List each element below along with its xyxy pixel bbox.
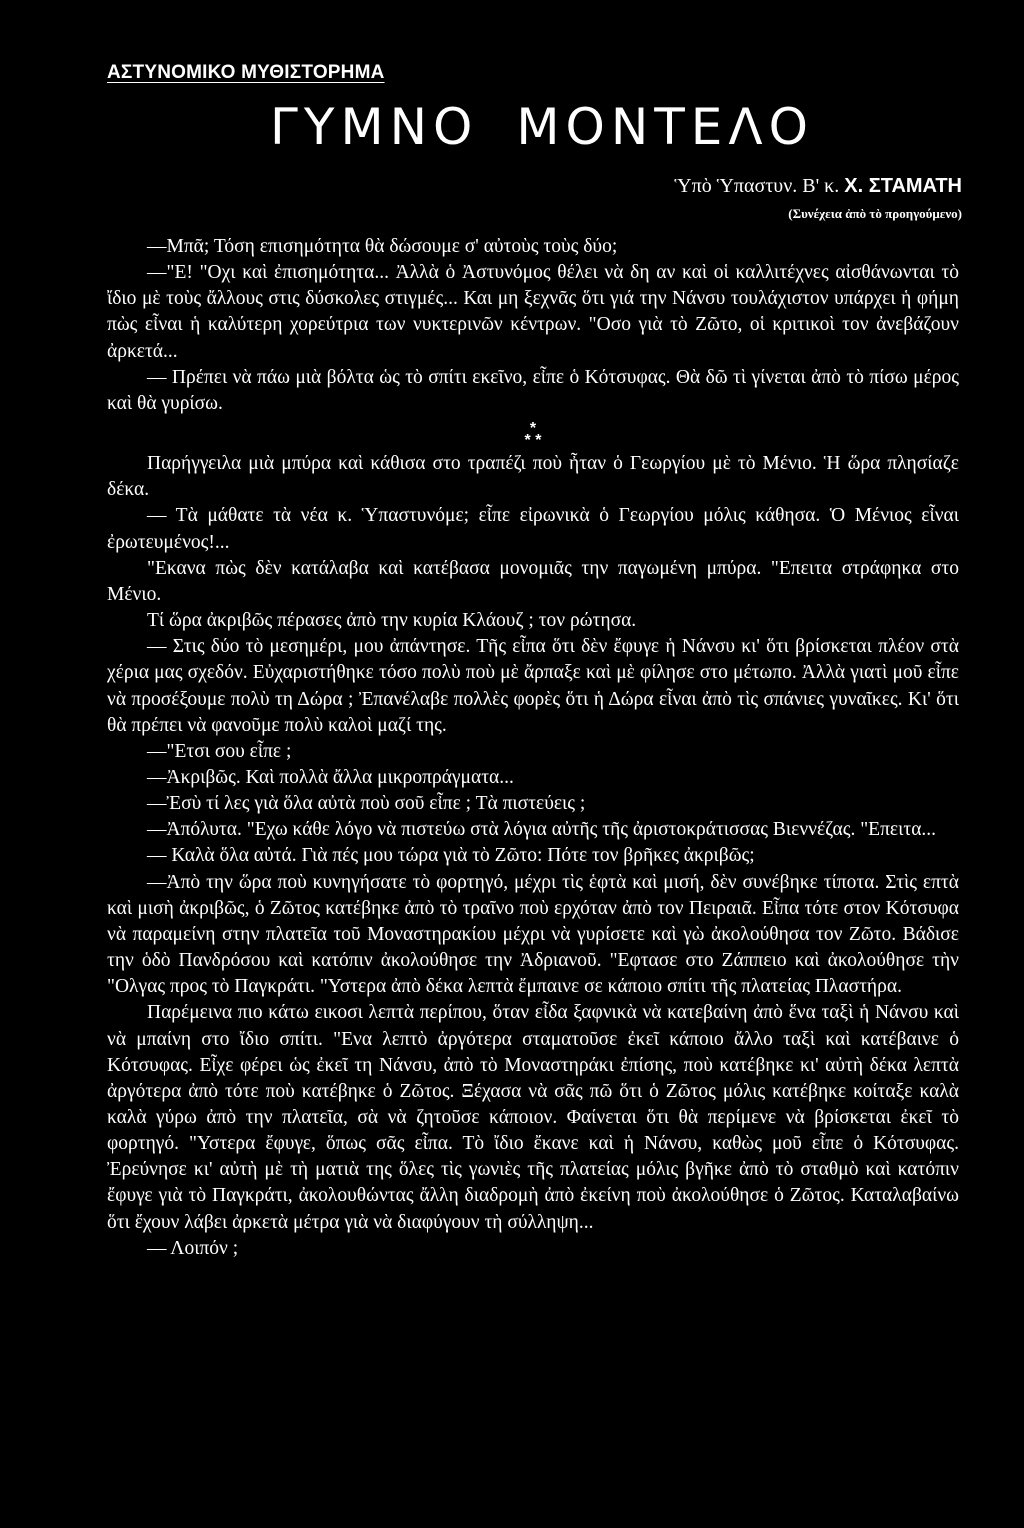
byline-author: Χ. ΣΤΑΜΑΤΗ xyxy=(844,175,962,197)
paragraph: —Μπᾶ; Τόση επισημότητα θὰ δώσουμε σ' αὐτοὺς τοὺς δύο; xyxy=(147,236,618,257)
body-part-2 xyxy=(107,451,959,1262)
continued-note: (Συνέχεια ἀπὸ τὸ προηγούμενο) xyxy=(788,206,962,221)
paragraph: —Ἀπὸ την ὥρα ποὺ κυνηγήσατε τὸ φορτηγό, μέχρι τὶς ἑφτὰ καὶ μισή, δὲν συνέβηκε τίποτα. Στὶς επτὰ καὶ μισὴ ἀκριβῶς, ὁ Ζῶτος κατέβηκε ἀπὸ τὸ τραῖνο ποὺ ερχόταν ἀπὸ τον Πειραιᾶ. Εἶπα τότε στον Κότσυφα νὰ παραμείνη στην πλατεῖα τοῦ Μοναστηρακίου μέχρι νὰ γυρίσετε καὶ γὼ ἀκολούθησα τον Ζῶτο. Βάδισε την ὁδὸ Πανδρόσου καὶ κατόπιν ἀκολούθησε την Ἀδριανοῦ. "Εφτασε στο Ζάππειο καὶ ἀκολούθησε τὴν "Ολγας προς τὸ Παγκράτι. "Υστερα ἀπὸ δέκα λεπτὰ ἔμπαινε σε κάποιο σπίτι τῆς πλατείας Πλαστήρα. xyxy=(107,871,959,998)
paragraph: — Πρέπει νὰ πάω μιὰ βόλτα ὡς τὸ σπίτι εκεῖνο, εἶπε ὁ Κότσυφας. Θὰ δῶ τὶ γίνεται ἀπὸ τὸ πίσω μέρος καὶ θὰ γυρίσω. xyxy=(107,366,959,414)
paragraph: —Ἐσὺ τί λες γιὰ ὅλα αὐτὰ ποὺ σοῦ εἶπε ; Τὰ πιστεύεις ; xyxy=(147,793,586,815)
byline-prefix: Ὑπὸ Ὑπαστυν. Β' κ. xyxy=(674,175,840,197)
paragraph: —Ἀπόλυτα. "Εχω κάθε λόγο νὰ πιστεύω στὰ λόγια αὐτῆς τῆς ἀριστοκράτισσας Βιεννέζας. "Επειτα... xyxy=(147,819,937,841)
paragraph: —Ἀκριβῶς. Καὶ πολλὰ ἄλλα μικροπράγματα... xyxy=(147,766,514,788)
paragraph: Τί ὥρα ἀκριβῶς πέρασες ἀπὸ την κυρία Κλάουζ ; τον ρώτησα. xyxy=(147,610,637,632)
paragraph: Παρέμεινα πιο κάτω εικοσι λεπτὰ περίπου, ὅταν εἶδα ξαφνικὰ νὰ κατεβαίνη ἀπὸ ἕνα ταξὶ ἡ Νάνσυ καὶ νὰ μπαίνη στο ἴδιο σπίτι. "Ενα λεπτὸ ἀργότερα σταματοῦσε ἐκεῖ κάποιο ἄλλο ταξὶ καὶ κατέβαινε ὁ Κότσυφας. Εἶχε φέρει ὡς ἐκεῖ τη Νάνσυ, ἀπὸ τὸ Μοναστηράκι ἐπίσης, ποὺ κατέβηκε κι' αὐτὴ δέκα λεπτὰ ἀργότερα ἀπὸ τότε ποὺ κατέβηκε ὁ Ζῶτος. Ξέχασα νὰ σᾶς πῶ ὅτι ὁ Ζῶτος μόλις κατέβηκε κοίταξε καλὰ καλὰ γύρω ἀπὸ την πλατεῖα, σὰ νὰ ζητοῦσε κάποιον. Φαίνεται ὅτι θὰ περίμενε νὰ βρίσκεται ἐκεῖ τὸ φορτηγό. "Υστερα ἔφυγε, ὅπως σᾶς εἶπα. Τὸ ἴδιο ἔκανε καὶ ἡ Νάνσυ, καθὼς μοῦ εἶπε ὁ Κότσυφας. Ἐρεύνησε κι' αὐτὴ μὲ τὴ ματιὰ της ὅλες τὶς γωνιὲς τῆς πλατείας μόλις βγῆκε ἀπὸ τὸ σταθμὸ καὶ κατόπιν ἔφυγε γιὰ τὸ Παγκράτι, ἀκολουθώντας ἄλλη διαδρομὴ ἀπὸ ἐκείνη ποὺ ἀκολούθησε ὁ Ζῶτος. Καταλαβαίνω ὅτι ἔχουν λάβει ἀρκετὰ μέτρα γιὰ νὰ διαφύγουν τὴ σύλληψη... xyxy=(107,1002,959,1233)
paragraph: — Λοιπόν ; xyxy=(147,1237,239,1259)
section-separator xyxy=(107,417,959,451)
paragraph: —"Ε! "Οχι καὶ ἐπισημότητα... Ἀλλὰ ὁ Ἀστυνόμος θέλει νὰ δη αν καὶ οἱ καλλιτέχνες αἰσθάνωνται τὸ ἴδιο μὲ τοὺς ἄλλους στις δύσκολες στιγμές... Και μη ξεχνᾶς ὅτι γιά την Νάνσυ τουλάχιστον υπάρχει ἡ φήμη πὼς εἶναι ἡ καλύτερη χορεύτρια των νυκτερινῶν κέντρων. "Οσο γιὰ τὸ Ζῶτο, οἱ κριτικοὶ τον ἀνεβάζουν ἀρκετά... xyxy=(107,262,959,362)
story-body xyxy=(107,234,959,1262)
body-part-1 xyxy=(107,234,959,417)
separator-star-top: * xyxy=(529,420,537,438)
paragraph: "Εκανα πὼς δὲν κατάλαβα καὶ κατέβασα μονομιᾶς την παγωμένη μπύρα. "Επειτα στράφηκα στο Μένιο. xyxy=(107,557,959,605)
paragraph: Παρήγγειλα μιὰ μπύρα καὶ κάθισα στο τραπέζι ποὺ ἦταν ὁ Γεωργίου μὲ τὸ Μένιο. Ἡ ὥρα πλησίαζε δέκα. xyxy=(107,453,959,501)
title-word-2: ΜΟΝΤΕΛΟ xyxy=(516,98,814,156)
paragraph: —"Ετσι σου εἶπε ; xyxy=(147,740,292,762)
section-label: ΑΣΤΥΝΟΜΙΚΟ ΜΥΘΙΣΤΟΡΗΜΑ xyxy=(107,62,385,83)
byline xyxy=(674,175,962,198)
paragraph: — Τὰ μάθατε τὰ νέα κ. Ὑπαστυνόμε; εἶπε εἰρωνικὰ ὁ Γεωργίου μόλις κάθησα. Ὁ Μένιος εἶναι ἐρωτευμένος!... xyxy=(107,505,959,553)
paragraph: — Καλὰ ὅλα αὐτά. Γιὰ πές μου τώρα γιὰ τὸ Ζῶτο: Πότε τον βρῆκες ἀκριβῶς; xyxy=(147,845,755,867)
paragraph: — Στις δύο τὸ μεσημέρι, μου ἀπάντησε. Τῆς εἶπα ὅτι δὲν ἔφυγε ἡ Νάνσυ κι' ὅτι βρίσκεται πλέον στὰ χέρια μας σχεδόν. Εὐχαριστήθηκε τόσο πολὺ ποὺ μὲ ἄρπαξε καὶ μὲ φίλησε στο μέτωπο. Ἀλλὰ γιατὶ μοῦ εἶπε νὰ προσέξουμε πολὺ τη Δώρα ; Ἐπανέλαβε πολλὲς φορὲς ὅτι ἡ Δώρα εἶναι ἀπὸ τὶς σπάνιες γυναῖκες. Κι' ὅτι θὰ πρέπει νὰ φανοῦμε πολὺ καλοὶ μαζί της. xyxy=(107,636,959,736)
story-title xyxy=(0,98,1024,156)
title-word-1: ΓΥΜΝΟ xyxy=(270,98,479,156)
separator-stars-bottom: * * xyxy=(524,432,542,450)
